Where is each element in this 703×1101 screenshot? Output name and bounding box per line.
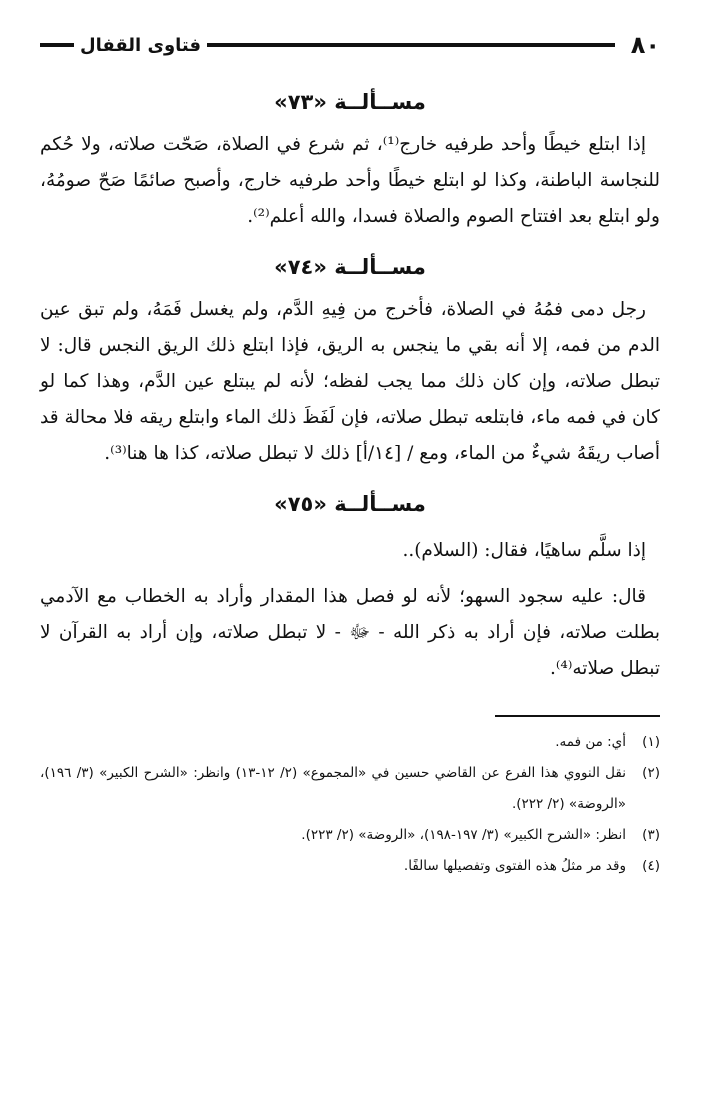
section-paragraph: إذا ابتلع خيطًا وأحد طرفيه خارج⁽¹⁾، ثم شرع في الصلاة، صَحّت صلاته، ولا حُكم للنجاسة الباطنة، وكذا لو ابتلع خيطًا وأحد طرفيه خارج، وأصبح صائمًا صَحّ صومُهُ، ولو ابتلع بعد افتتاح الصوم والصلاة فسدا، والله أعلم⁽²⁾. [40,134,660,227]
book-page [40,28,660,1088]
header-rule-end [40,43,74,47]
section-heading: مســألــة «٧٥» [274,492,426,516]
header-rule [207,43,615,47]
footnote-number: (٢) [642,765,660,781]
footnote-text: وقد مر مثلُ هذه الفتوى وتفصيلها سالفًا. [403,858,626,874]
footnote-text: انظر: «الشرح الكبير» (٣/ ١٩٧-١٩٨)، «الروضة» (٢/ ٢٢٣). [301,827,626,843]
section-paragraph: إذا سلَّم ساهيًا، فقال: (السلام).. [402,540,646,561]
footnote-separator [495,715,660,717]
footnote-number: (٤) [642,858,660,874]
section-73 [40,92,660,235]
running-header [40,28,660,62]
footnote-item [40,727,660,758]
section-paragraph: رجل دمى فمُهُ في الصلاة، فأخرج من فِيهِ الدَّم، ولم يغسل فَمَهُ، ولم تبق عين الدم من فمه، إلا أنه بقي ما ينجس به الريق، فإذا ابتلع ذلك الريق النجس قال: لا تبطل صلاته، وإن كان ذلك مما يجب لفظه؛ لأنه لم يبتلع عين الدَّم، وهذا كما لو كان في فمه ماء، فابتلعه تبطل صلاته، فإن لَفَظَ ذلك الماء وابتلع ريقه فلا محالة قد أصاب ريقَهُ شيءٌ من الماء، ومع / [١٤/أ] ذلك لا تبطل صلاته، كذا ها هنا⁽³⁾. [40,299,660,464]
book-title: فتاوى القفال [80,34,202,56]
section-75 [40,494,660,687]
footnote-item [40,851,660,882]
section-74 [40,257,660,472]
footnote-number: (٣) [642,827,660,843]
footnote-number: (١) [642,734,660,750]
footnote-item [40,758,660,820]
footnote-text: نقل النووي هذا الفرع عن القاضي حسين في «المجموع» (٢/ ١٢-١٣) وانظر: «الشرح الكبير» (٣/ ١٩٦)، «الروضة» (٢/ ٢٢٢). [40,765,626,812]
section-paragraph: قال: عليه سجود السهو؛ لأنه لو فصل هذا المقدار وأراد به الخطاب مع الآدمي بطلت صلاته، فإن أراد به ذكر الله - ﷻ - لا تبطل صلاته، وإن أراد به القرآن لا تبطل صلاته⁽⁴⁾. [40,586,660,679]
page-number: ٨٠ [630,31,660,59]
section-heading: مســألــة «٧٣» [274,90,426,114]
footnote-text: أي: من فمه. [555,734,626,750]
section-heading: مســألــة «٧٤» [274,255,426,279]
footnote-item [40,820,660,851]
footnotes-list [40,727,660,882]
